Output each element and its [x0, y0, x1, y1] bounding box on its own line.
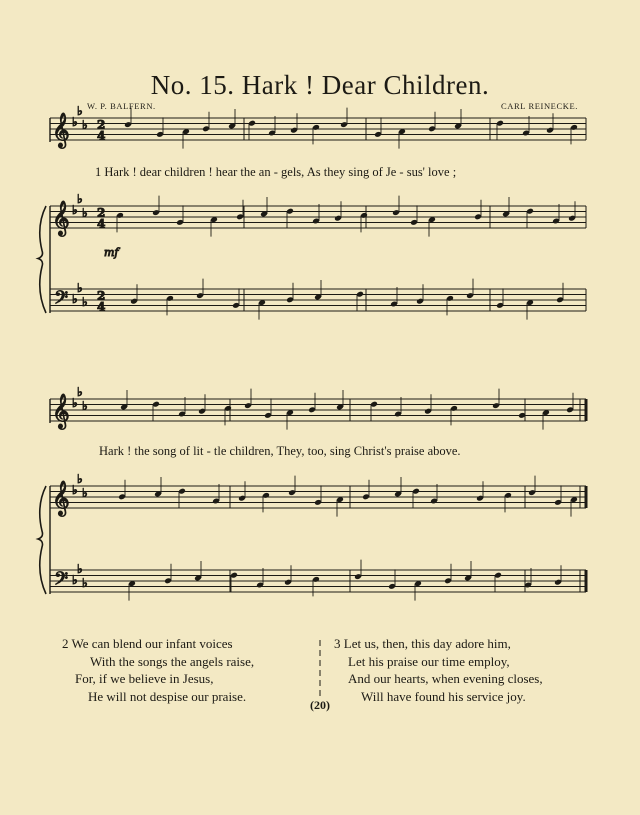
treble-clef-icon: 𝄞: [52, 481, 70, 516]
time-signature: 4: [97, 217, 106, 231]
flat-sign-icon: ♭: [72, 115, 78, 129]
piano-brace: [38, 486, 46, 594]
verse-2-line-2: With the songs the angels raise,: [90, 653, 255, 669]
verse-2-line-4: He will not despise our praise.: [88, 688, 247, 704]
flat-sign-icon: ♭: [82, 295, 88, 309]
time-signature: 2: [97, 206, 106, 220]
treble-clef-icon: 𝄞: [52, 113, 70, 148]
time-signature: 2: [97, 289, 106, 303]
verse-2-line-1: 2 We can blend our infant voices: [62, 636, 233, 651]
flat-sign-icon: ♭: [72, 573, 78, 587]
flat-sign-icon: ♭: [77, 385, 83, 399]
treble-clef-icon: 𝄞: [52, 201, 70, 236]
dynamic-marking: mf: [104, 246, 119, 259]
piano-brace: [38, 206, 46, 313]
flat-sign-icon: ♭: [82, 399, 88, 413]
composer-credit: CARL REINECKE.: [500, 101, 578, 111]
flat-sign-icon: ♭: [77, 562, 83, 576]
verse-2-line-3: For, if we believe in Jesus,: [75, 671, 214, 686]
verse-3-line-2: Let his praise our time employ,: [348, 653, 510, 669]
flat-sign-icon: ♭: [82, 576, 88, 590]
flat-sign-icon: ♭: [77, 281, 83, 295]
lyric-line-1: 1 Hark ! dear children ! hear the an - gels, As they sing of Je - sus' love ;: [95, 165, 457, 179]
verse-3-line-4: Will have found his service joy.: [361, 688, 526, 704]
flat-sign-icon: ♭: [72, 292, 78, 306]
treble-clef-icon: 𝄞: [52, 394, 70, 429]
flat-sign-icon: ♭: [72, 203, 78, 217]
verse-3: [334, 635, 543, 705]
lyricist-credit: W. P. BALFERN.: [87, 101, 156, 111]
bass-clef-icon: 𝄢: [54, 288, 69, 313]
lyric-line-2: Hark ! the song of lit - tle children, They, too, sing Christ's praise above.: [99, 444, 461, 458]
page-number: (20): [310, 698, 330, 712]
bass-clef-icon: 𝄢: [54, 569, 69, 594]
flat-sign-icon: ♭: [82, 118, 88, 132]
flat-sign-icon: ♭: [77, 192, 83, 206]
verse-2: [62, 635, 254, 705]
flat-sign-icon: ♭: [72, 396, 78, 410]
flat-sign-icon: ♭: [77, 472, 83, 486]
flat-sign-icon: ♭: [72, 483, 78, 497]
flat-sign-icon: ♭: [82, 486, 88, 500]
verse-3-line-1: 3 Let us, then, this day adore him,: [334, 636, 511, 651]
flat-sign-icon: ♭: [82, 206, 88, 220]
hymn-title: No. 15. Hark ! Dear Children.: [150, 70, 490, 100]
flat-sign-icon: ♭: [77, 104, 83, 118]
time-signature: 4: [97, 129, 106, 143]
time-signature: 4: [97, 300, 106, 314]
verse-3-line-3: And our hearts, when evening closes,: [348, 671, 543, 686]
time-signature: 2: [97, 118, 106, 132]
